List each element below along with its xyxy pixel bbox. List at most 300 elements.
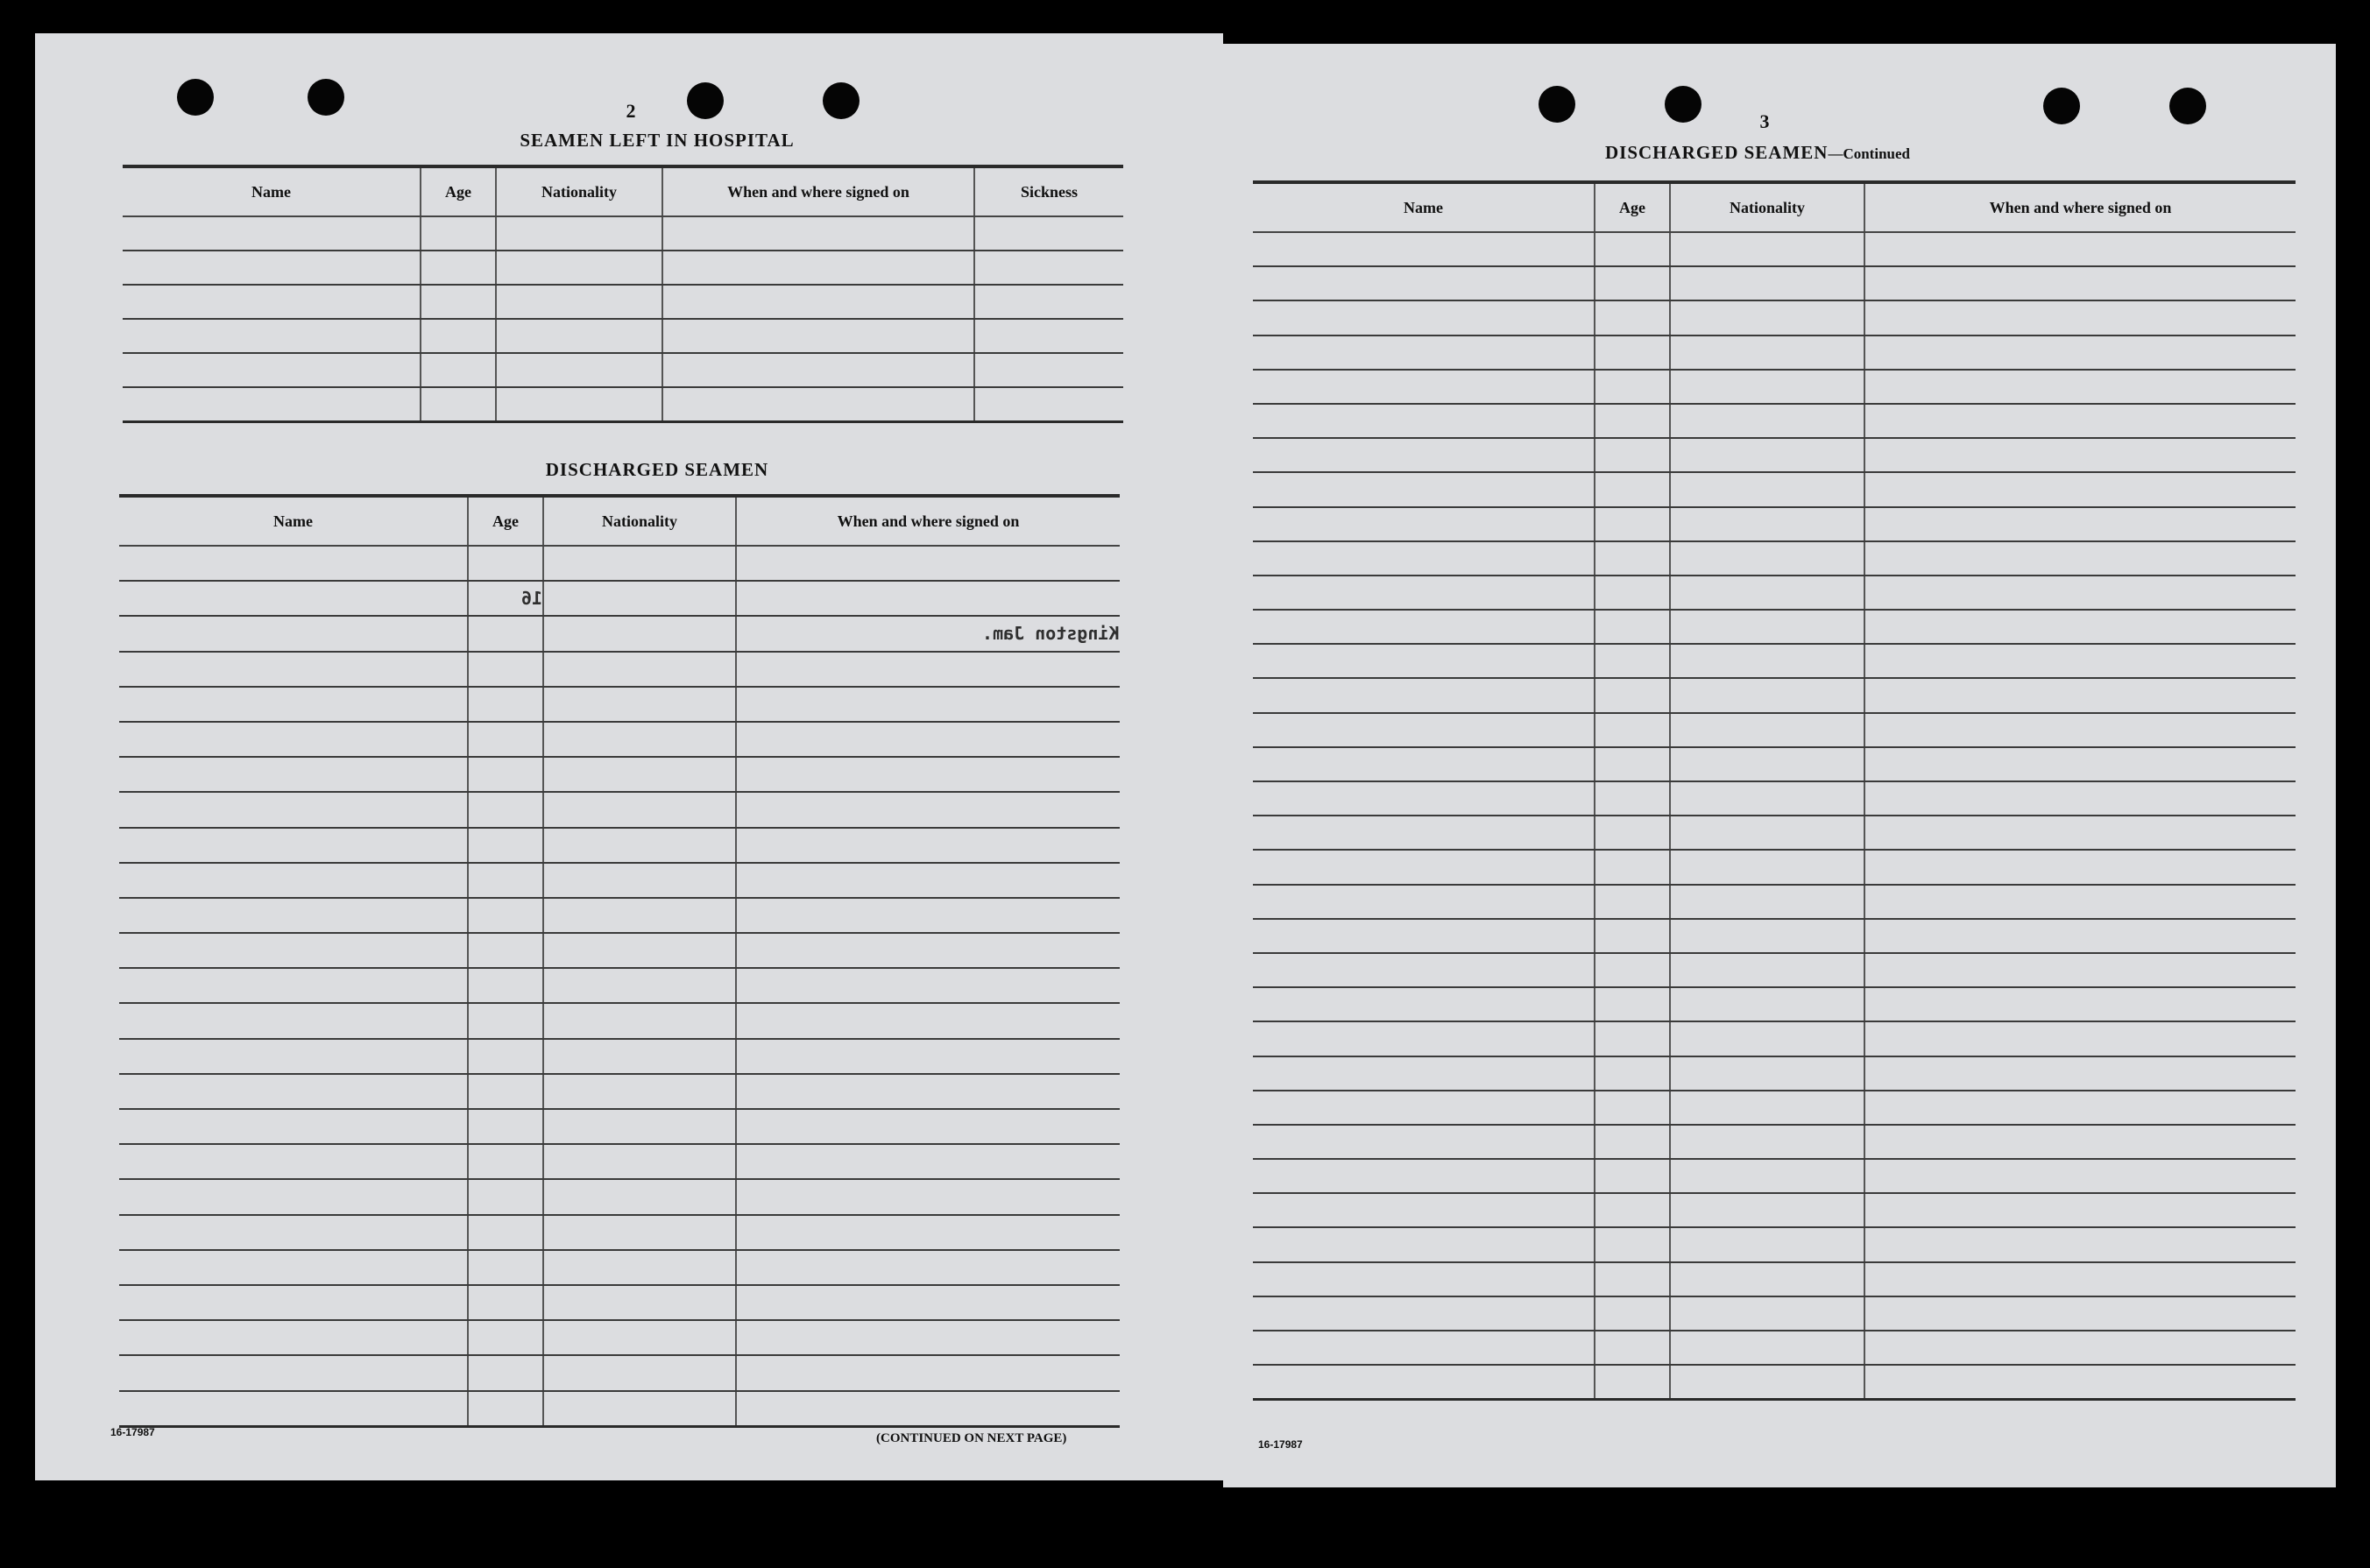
table-cell xyxy=(1670,713,1864,747)
hospital-table xyxy=(123,165,1123,423)
table-row xyxy=(1253,1296,2296,1331)
page-number: 2 xyxy=(626,100,636,122)
table-cell xyxy=(1670,438,1864,472)
table-cell xyxy=(468,898,543,933)
table-row xyxy=(1253,576,2296,610)
table-cell xyxy=(496,285,662,319)
table-cell xyxy=(119,687,468,722)
table-cell xyxy=(1864,507,2296,541)
table-cell xyxy=(1864,472,2296,506)
table-cell xyxy=(1253,370,1595,404)
table-cell xyxy=(1864,232,2296,266)
table-row xyxy=(119,1391,1120,1427)
table-cell xyxy=(496,387,662,422)
table-cell xyxy=(1595,1227,1670,1261)
table-cell xyxy=(119,1355,468,1390)
table-cell xyxy=(1595,919,1670,953)
table-row xyxy=(119,1250,1120,1285)
col-nationality: Nationality xyxy=(543,496,736,546)
table-row xyxy=(1253,816,2296,850)
table-cell xyxy=(1253,747,1595,781)
table-cell xyxy=(1864,1331,2296,1365)
table-row xyxy=(1253,370,2296,404)
table-cell xyxy=(1670,232,1864,266)
table-row xyxy=(119,1179,1120,1214)
table-cell xyxy=(543,581,736,616)
table-cell xyxy=(1253,1193,1595,1227)
table-cell xyxy=(1253,1125,1595,1159)
table-cell xyxy=(974,216,1123,251)
table-cell xyxy=(543,1144,736,1179)
table-cell xyxy=(1253,404,1595,438)
table-cell xyxy=(421,387,496,422)
table-row xyxy=(1253,919,2296,953)
table-cell xyxy=(1595,1056,1670,1091)
punch-hole xyxy=(1539,86,1575,123)
table-cell xyxy=(1253,1227,1595,1261)
table-cell xyxy=(468,722,543,757)
table-row xyxy=(1253,713,2296,747)
table-row xyxy=(1253,232,2296,266)
table-row xyxy=(119,1003,1120,1038)
table-cell xyxy=(1595,644,1670,678)
title-text: DISCHARGED SEAMEN xyxy=(1605,142,1829,163)
table-row xyxy=(1253,781,2296,816)
table-cell xyxy=(1864,1021,2296,1056)
table-row xyxy=(1253,1021,2296,1056)
form-number: 16-17987 xyxy=(110,1426,155,1438)
form-number: 16-17987 xyxy=(1258,1438,1303,1451)
table-row xyxy=(119,1215,1120,1250)
punch-hole xyxy=(2043,88,2080,124)
table-cell xyxy=(119,1320,468,1355)
table-cell xyxy=(543,616,736,651)
table-row xyxy=(1253,335,2296,370)
table-cell xyxy=(1595,438,1670,472)
left-page xyxy=(35,33,1223,1480)
table-cell xyxy=(119,863,468,898)
table-cell xyxy=(1864,885,2296,919)
table-row xyxy=(1253,266,2296,300)
table-cell xyxy=(1670,987,1864,1021)
table-cell xyxy=(974,319,1123,353)
table-row xyxy=(123,353,1123,387)
table-row xyxy=(1253,541,2296,576)
table-cell xyxy=(1864,438,2296,472)
table-cell xyxy=(468,1144,543,1179)
table-cell xyxy=(1253,816,1595,850)
table-cell xyxy=(1253,1159,1595,1193)
table-row xyxy=(1253,1091,2296,1125)
col-signed-on: When and where signed on xyxy=(736,496,1120,546)
table-cell xyxy=(1864,747,2296,781)
table-cell xyxy=(736,652,1120,687)
table-cell xyxy=(974,251,1123,285)
table-cell xyxy=(1595,1159,1670,1193)
table-cell xyxy=(662,353,974,387)
table-row xyxy=(1253,678,2296,712)
table-cell xyxy=(468,1039,543,1074)
table-cell xyxy=(119,1250,468,1285)
table-cell xyxy=(1253,266,1595,300)
table-cell xyxy=(1253,335,1595,370)
table-cell xyxy=(468,546,543,581)
table-cell xyxy=(543,1003,736,1038)
punch-hole xyxy=(1665,86,1701,123)
table-cell xyxy=(736,722,1120,757)
table-cell xyxy=(543,1355,736,1390)
table-cell xyxy=(736,792,1120,827)
table-cell xyxy=(1670,885,1864,919)
table-cell xyxy=(1864,300,2296,335)
table-cell xyxy=(1670,1125,1864,1159)
table-cell xyxy=(1595,576,1670,610)
table-cell xyxy=(1864,1296,2296,1331)
table-cell xyxy=(1670,850,1864,884)
table-cell xyxy=(1670,507,1864,541)
table-cell xyxy=(1595,1091,1670,1125)
table-cell xyxy=(1595,335,1670,370)
table-cell xyxy=(421,319,496,353)
table-cell xyxy=(468,1215,543,1250)
table-cell xyxy=(496,319,662,353)
table-cell xyxy=(119,1003,468,1038)
table-cell xyxy=(1670,747,1864,781)
col-sickness: Sickness xyxy=(974,166,1123,216)
table-cell xyxy=(1670,1365,1864,1400)
table-cell xyxy=(119,652,468,687)
table-cell xyxy=(1864,1125,2296,1159)
table-cell xyxy=(543,1215,736,1250)
table-cell xyxy=(543,898,736,933)
table-cell xyxy=(468,1003,543,1038)
hospital-section-title: SEAMEN LEFT IN HOSPITAL xyxy=(520,130,795,151)
table-cell xyxy=(1595,610,1670,644)
punch-hole xyxy=(687,82,724,119)
table-cell xyxy=(1670,678,1864,712)
table-cell xyxy=(736,616,1120,651)
table-cell xyxy=(1595,678,1670,712)
table-cell xyxy=(421,251,496,285)
table-cell xyxy=(1253,1365,1595,1400)
table-cell xyxy=(1253,610,1595,644)
discharged-continued-table xyxy=(1253,180,2296,1401)
table-cell xyxy=(662,387,974,422)
table-cell xyxy=(736,1144,1120,1179)
table-cell xyxy=(1595,1365,1670,1400)
table-cell xyxy=(1670,781,1864,816)
discharged-continued-title xyxy=(1486,142,2029,164)
table-cell xyxy=(543,933,736,968)
table-cell xyxy=(736,581,1120,616)
table-row xyxy=(1253,747,2296,781)
table-row xyxy=(119,1074,1120,1109)
table-row xyxy=(1253,1193,2296,1227)
table-cell xyxy=(119,1215,468,1250)
col-name: Name xyxy=(1253,182,1595,232)
table-cell xyxy=(1595,472,1670,506)
table-row xyxy=(1253,1331,2296,1365)
table-cell xyxy=(1864,1227,2296,1261)
table-cell xyxy=(1253,781,1595,816)
table-cell xyxy=(1253,850,1595,884)
table-cell xyxy=(468,1320,543,1355)
table-cell xyxy=(543,546,736,581)
table-cell xyxy=(1864,541,2296,576)
table-cell xyxy=(1595,1193,1670,1227)
table-cell xyxy=(543,757,736,792)
table-cell xyxy=(1864,781,2296,816)
table-cell xyxy=(1253,1021,1595,1056)
table-cell xyxy=(1253,1331,1595,1365)
table-cell xyxy=(1253,1296,1595,1331)
table-cell xyxy=(119,1179,468,1214)
table-cell xyxy=(1864,713,2296,747)
table-cell xyxy=(736,968,1120,1003)
table-cell xyxy=(1595,232,1670,266)
table-cell xyxy=(1670,370,1864,404)
table-cell xyxy=(1670,1296,1864,1331)
table-cell xyxy=(1670,1056,1864,1091)
table-cell xyxy=(119,1391,468,1427)
table-cell xyxy=(1670,404,1864,438)
table-cell xyxy=(736,687,1120,722)
table-cell xyxy=(543,722,736,757)
table-cell xyxy=(543,968,736,1003)
table-cell xyxy=(1670,576,1864,610)
table-cell xyxy=(119,898,468,933)
table-cell xyxy=(123,216,421,251)
table-row xyxy=(119,863,1120,898)
table-cell xyxy=(123,353,421,387)
table-cell xyxy=(496,353,662,387)
ghost-age: 16 xyxy=(520,587,542,609)
table-cell xyxy=(543,863,736,898)
table-cell xyxy=(1253,232,1595,266)
table-cell xyxy=(736,1355,1120,1390)
table-cell xyxy=(1253,300,1595,335)
punch-hole xyxy=(823,82,860,119)
table-cell xyxy=(1253,678,1595,712)
table-row xyxy=(119,757,1120,792)
table-cell xyxy=(1864,370,2296,404)
table-cell xyxy=(468,828,543,863)
table-row xyxy=(119,1285,1120,1320)
table-cell xyxy=(1253,713,1595,747)
table-cell xyxy=(421,285,496,319)
table-cell xyxy=(468,652,543,687)
table-cell xyxy=(1595,713,1670,747)
table-cell xyxy=(662,319,974,353)
table-cell xyxy=(1253,885,1595,919)
col-signed-on: When and where signed on xyxy=(1864,182,2296,232)
col-nationality: Nationality xyxy=(1670,182,1864,232)
table-cell xyxy=(496,251,662,285)
table-cell xyxy=(736,1109,1120,1144)
col-age: Age xyxy=(421,166,496,216)
table-cell xyxy=(496,216,662,251)
table-row xyxy=(1253,987,2296,1021)
table-cell xyxy=(1595,987,1670,1021)
table-cell xyxy=(119,1285,468,1320)
col-name: Name xyxy=(119,496,468,546)
table-cell xyxy=(468,1074,543,1109)
table-cell xyxy=(1253,953,1595,987)
table-cell xyxy=(736,1074,1120,1109)
table-cell xyxy=(119,616,468,651)
table-cell xyxy=(468,1285,543,1320)
table-cell xyxy=(736,546,1120,581)
table-cell xyxy=(543,652,736,687)
table-cell xyxy=(468,933,543,968)
table-row xyxy=(1253,1159,2296,1193)
table-row xyxy=(123,216,1123,251)
table-cell xyxy=(421,353,496,387)
table-cell xyxy=(736,1285,1120,1320)
table-cell xyxy=(1864,953,2296,987)
table-row xyxy=(1253,850,2296,884)
table-row xyxy=(1253,1125,2296,1159)
table-cell xyxy=(468,1391,543,1427)
table-cell xyxy=(1864,266,2296,300)
table-row xyxy=(1253,404,2296,438)
table-cell xyxy=(1670,1262,1864,1296)
table-row xyxy=(123,387,1123,422)
table-cell xyxy=(543,1285,736,1320)
table-cell xyxy=(736,1215,1120,1250)
table-cell xyxy=(1670,919,1864,953)
table-cell xyxy=(543,1074,736,1109)
table-cell xyxy=(1595,747,1670,781)
table-cell xyxy=(1670,644,1864,678)
col-age: Age xyxy=(468,496,543,546)
table-row xyxy=(119,1144,1120,1179)
table-cell xyxy=(543,792,736,827)
table-row xyxy=(119,687,1120,722)
table-cell xyxy=(119,1074,468,1109)
table-cell xyxy=(468,581,543,616)
col-nationality: Nationality xyxy=(496,166,662,216)
table-row xyxy=(1253,1056,2296,1091)
table-cell xyxy=(543,1039,736,1074)
table-row xyxy=(119,616,1120,651)
table-cell xyxy=(1864,1056,2296,1091)
table-cell xyxy=(1670,1091,1864,1125)
table-row xyxy=(119,792,1120,827)
table-cell xyxy=(468,1250,543,1285)
table-cell xyxy=(468,968,543,1003)
table-cell xyxy=(1670,472,1864,506)
table-cell xyxy=(1595,1331,1670,1365)
table-row xyxy=(1253,885,2296,919)
table-row xyxy=(1253,610,2296,644)
table-cell xyxy=(119,1039,468,1074)
table-row xyxy=(1253,1365,2296,1400)
table-cell xyxy=(736,898,1120,933)
table-cell xyxy=(468,1179,543,1214)
table-cell xyxy=(1595,1021,1670,1056)
table-row xyxy=(119,898,1120,933)
table-cell xyxy=(119,1144,468,1179)
table-cell xyxy=(123,251,421,285)
table-cell xyxy=(468,757,543,792)
table-cell xyxy=(1670,1159,1864,1193)
table-cell xyxy=(1670,953,1864,987)
table-cell xyxy=(1253,644,1595,678)
discharged-table xyxy=(119,494,1120,1428)
table-cell xyxy=(736,1179,1120,1214)
table-cell xyxy=(119,968,468,1003)
table-cell xyxy=(1595,1262,1670,1296)
table-cell xyxy=(736,1250,1120,1285)
table-cell xyxy=(1595,507,1670,541)
table-cell xyxy=(662,216,974,251)
table-cell xyxy=(1595,404,1670,438)
table-row xyxy=(119,722,1120,757)
table-cell xyxy=(123,387,421,422)
table-row xyxy=(1253,1262,2296,1296)
table-cell xyxy=(974,353,1123,387)
page-number: 3 xyxy=(1759,110,1770,132)
discharged-section-title: DISCHARGED SEAMEN xyxy=(545,459,769,480)
table-row xyxy=(119,1320,1120,1355)
table-cell xyxy=(1864,404,2296,438)
table-row xyxy=(1253,300,2296,335)
table-cell xyxy=(1253,919,1595,953)
table-cell xyxy=(1595,1125,1670,1159)
table-cell xyxy=(468,687,543,722)
table-cell xyxy=(1864,987,2296,1021)
table-cell xyxy=(1670,1021,1864,1056)
table-cell xyxy=(1670,1227,1864,1261)
table-cell xyxy=(1864,919,2296,953)
table-cell xyxy=(1864,678,2296,712)
table-cell xyxy=(421,216,496,251)
table-cell xyxy=(543,687,736,722)
table-cell xyxy=(1595,816,1670,850)
table-cell xyxy=(543,1109,736,1144)
table-cell xyxy=(543,828,736,863)
table-cell xyxy=(1595,953,1670,987)
table-row xyxy=(123,251,1123,285)
table-cell xyxy=(1670,1331,1864,1365)
table-cell xyxy=(119,546,468,581)
table-cell xyxy=(119,581,468,616)
table-row xyxy=(1253,1227,2296,1261)
table-row xyxy=(119,933,1120,968)
table-cell xyxy=(1670,266,1864,300)
table-cell xyxy=(119,1109,468,1144)
table-cell xyxy=(1253,987,1595,1021)
table-row xyxy=(119,546,1120,581)
table-cell xyxy=(468,1109,543,1144)
table-cell xyxy=(662,251,974,285)
table-cell xyxy=(736,1039,1120,1074)
table-cell xyxy=(543,1391,736,1427)
right-page xyxy=(1223,44,2336,1487)
table-cell xyxy=(1595,300,1670,335)
table-row xyxy=(123,285,1123,319)
table-cell xyxy=(1595,370,1670,404)
table-cell xyxy=(119,933,468,968)
table-cell xyxy=(1670,541,1864,576)
table-cell xyxy=(1253,472,1595,506)
table-cell xyxy=(543,1179,736,1214)
table-row xyxy=(1253,644,2296,678)
table-cell xyxy=(736,1003,1120,1038)
table-cell xyxy=(1595,781,1670,816)
continued-note: (CONTINUED ON NEXT PAGE) xyxy=(876,1431,1067,1445)
